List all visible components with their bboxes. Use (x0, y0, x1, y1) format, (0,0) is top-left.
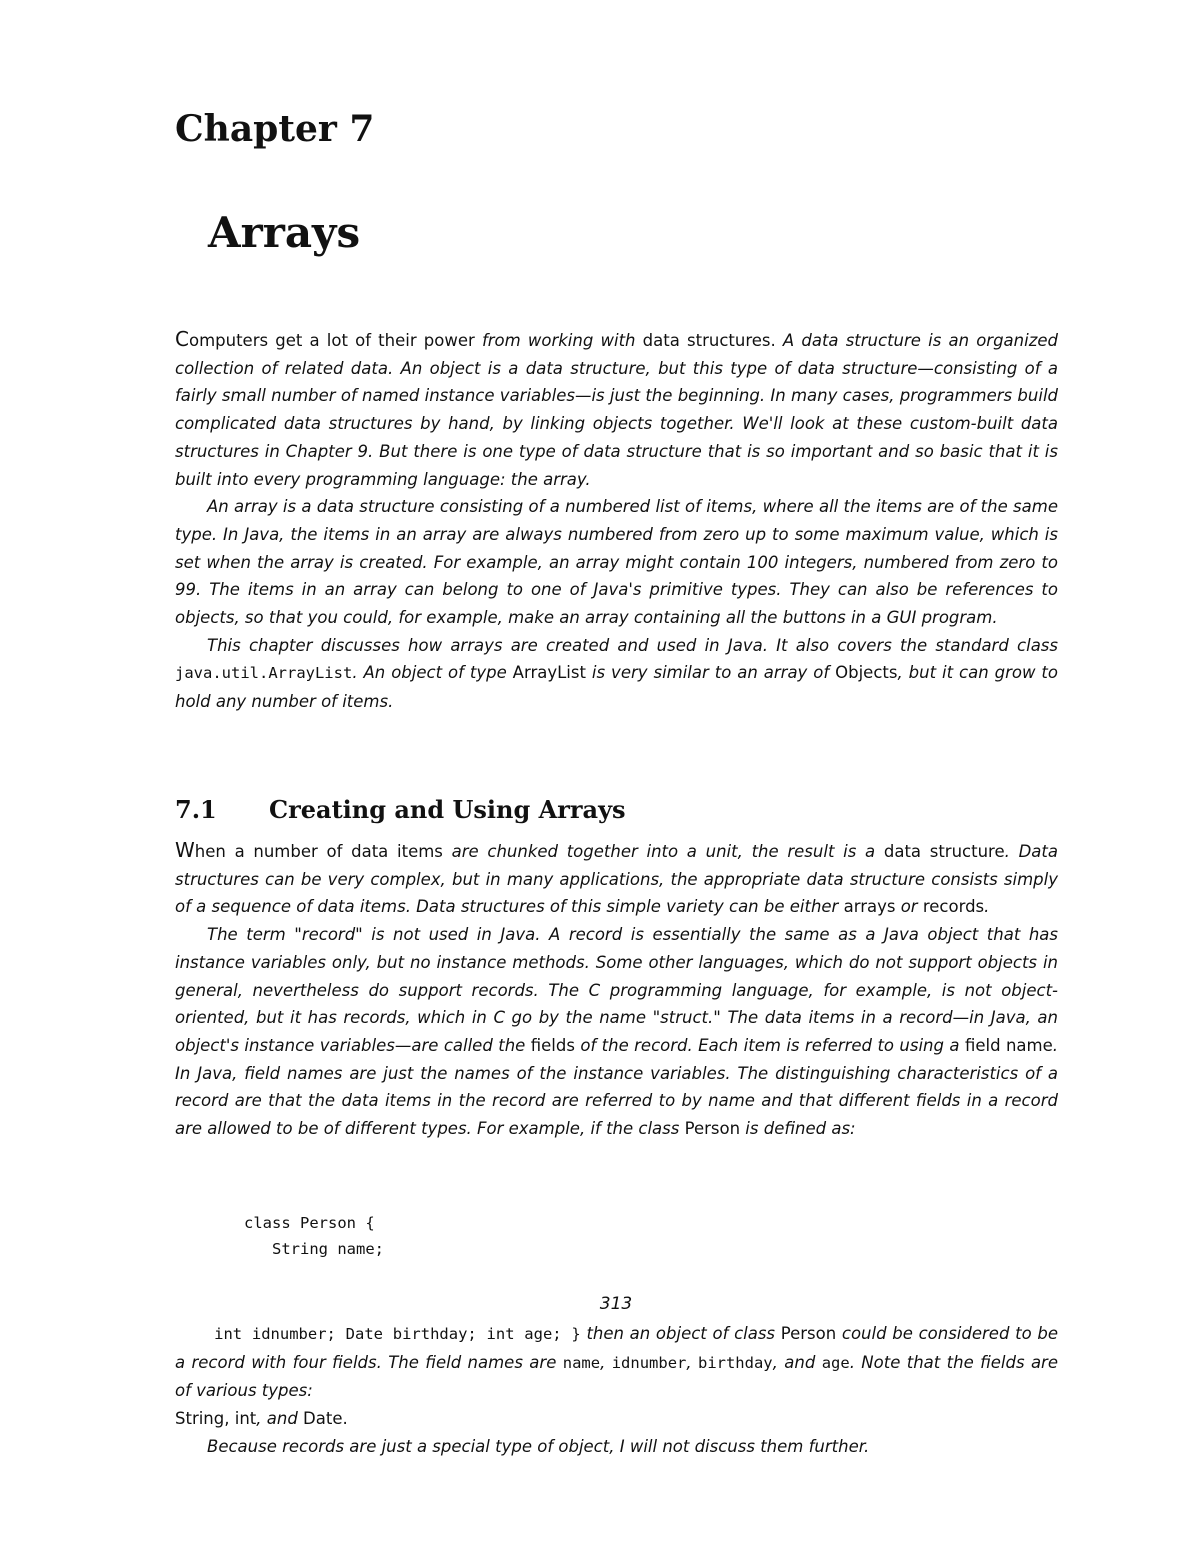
intro-paragraph-3: This chapter discusses how arrays are created and used in Java. It also covers the standard class java.util.ArrayList. An object of type ArrayList is very similar to an array of Objects, but it can grow to hold any number of items. (175, 635, 1058, 712)
section-body (175, 837, 1058, 1143)
inline-code: java.util.ArrayList (175, 664, 353, 683)
chapter-intro (175, 326, 1058, 716)
intro-paragraph-2: An array is a data structure consisting of a numbered list of items, where all the items are of the same type. In Java, the items in an array are always numbered from zero up to some maximum value, which is set when the array is created. For example, an array might contain 100 integers, numbered from zero to 99. The items in an array can belong to one of Java's primitive types. They can also be references to objects, so that you could, for example, make an array containing all the buttons in a GUI program. (175, 497, 1058, 628)
section-paragraph-4: String, int, and Date. (175, 1409, 348, 1429)
section-paragraph-1: When a number of data items are chunked together into a unit, the result is a data structure. Data structures can be very complex, but in many applications, the appropriate data structure consists simply of a sequence of data items. Data structures of this simple variety can be either arrays or records. (175, 838, 1058, 917)
code-block: class Person { String name; (244, 1214, 384, 1258)
intro-paragraph-1: Computers get a lot of their power from working with data structures. A data structure is an organized collection of related data. An object is a data structure, but this type of data structure—consisting of a fairly small number of named instance variables—is just the beginning. In many cases, programmers build complicated data structures by hand, by linking objects together. We'll look at these custom-built data structures in Chapter 9. But there is one type of data structure that is so important and so basic that it is built into every programming language: the array. (175, 327, 1058, 489)
drop-cap: W (175, 838, 195, 862)
section-body-continued (175, 1320, 1058, 1461)
chapter-title: Arrays (208, 208, 361, 257)
section-number: 7.1 (175, 795, 217, 824)
section-paragraph-5: Because records are just a special type of object, I will not discuss them further. (207, 1436, 870, 1456)
section-paragraph-2: The term "record" is not used in Java. A record is essentially the same as a Java object that has instance variables only, but no instance methods. Some other languages, which do not support objects in general, nevertheless do support records. The C programming language, for example, is not object-oriented, but it has records, which in C go by the name "struct." The data items in a record—in Java, an object's instance variables—are called the fields of the record. Each item is referred to using a field name. In Java, field names are just the names of the instance variables. The distinguishing characteristics of a record are that the data items in the record are referred to by name and that different fields in a record are allowed to be of different types. For example, if the class Person is defined as: (175, 925, 1058, 1139)
inline-code: int idnumber; Date birthday; int age; } (175, 1325, 581, 1343)
chapter-label: Chapter 7 (175, 108, 375, 150)
section-title: Creating and Using Arrays (269, 795, 626, 824)
section-heading (175, 794, 626, 825)
section-paragraph-3: int idnumber; Date birthday; int age; } then an object of class Person could be considered to be a record with four fields. The field names are name, idnumber, birthday, and age. Note that the fields are of various types: (175, 1324, 1058, 1401)
page-number: 313 (599, 1294, 633, 1314)
drop-cap: C (175, 327, 189, 351)
